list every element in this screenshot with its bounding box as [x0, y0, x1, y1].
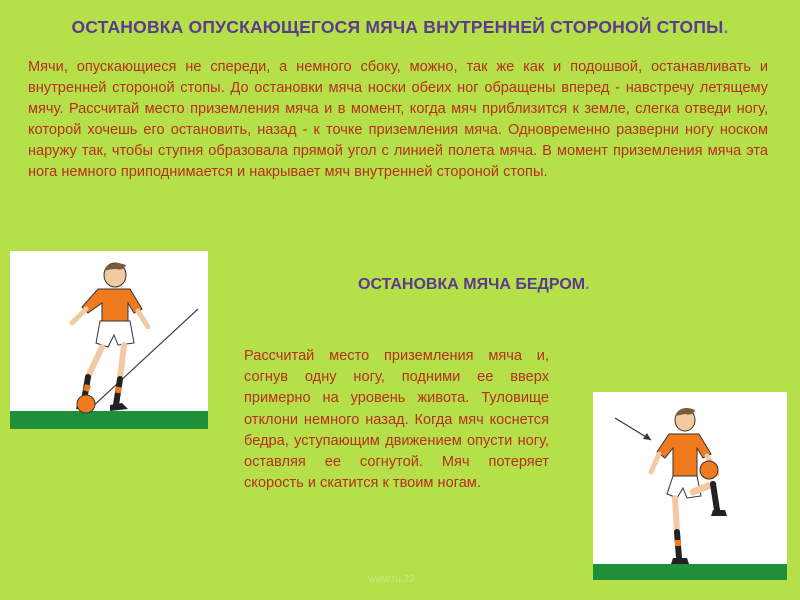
footer-watermark: www.ru.22 [368, 574, 415, 585]
section-title-text: ОСТАНОВКА МЯЧА БЕДРОМ [358, 276, 586, 293]
player-stopping-ball-with-thigh-icon [593, 392, 787, 580]
section-title-dot: . [585, 276, 590, 293]
section-title-thigh-stop [358, 276, 590, 294]
paragraph-thigh-stop: Рассчитай место приземления мяча и, согнув одну ногу, подними ее вверх примерно на уровень живота. Туловище отклони немного назад. Когда мяч коснется бедра, уступающим движением опусти ногу, оставляя ее согнутой. Мяч потеряет скорость и скатится к твоим ногам. [244, 348, 549, 492]
illustration-thigh-stop [593, 392, 787, 580]
page-title [0, 17, 800, 38]
paragraph-inner-foot-stop: Мячи, опускающиеся не спереди, а немного сбоку, можно, так же как и подошвой, останавливать и внутренней стороной стопы. До остановки мяча носки обеих ног обращены вперед - навстречу летящему мячу. Рассчитай место приземления мяча и в момент, когда мяч приблизится к земле, слегка отведи ногу, которой хочешь его остановить, назад - к точке приземления мяча. Одновременно разверни ногу носком наружу так, чтобы ступня образовала прямой угол с линией полета мяча. В момент приземления мяча эта нога немного приподнимается и накрывает мяч внутренней стороной стопы. [28, 59, 768, 180]
illustration-inner-foot-stop [10, 251, 208, 429]
page-title-dot: . [723, 17, 729, 37]
player-stopping-ball-with-inner-foot-icon [10, 251, 208, 429]
page-title-text: ОСТАНОВКА ОПУСКАЮЩЕГОСЯ МЯЧА ВНУТРЕННЕЙ СТОРОНОЙ СТОПЫ [71, 17, 724, 37]
